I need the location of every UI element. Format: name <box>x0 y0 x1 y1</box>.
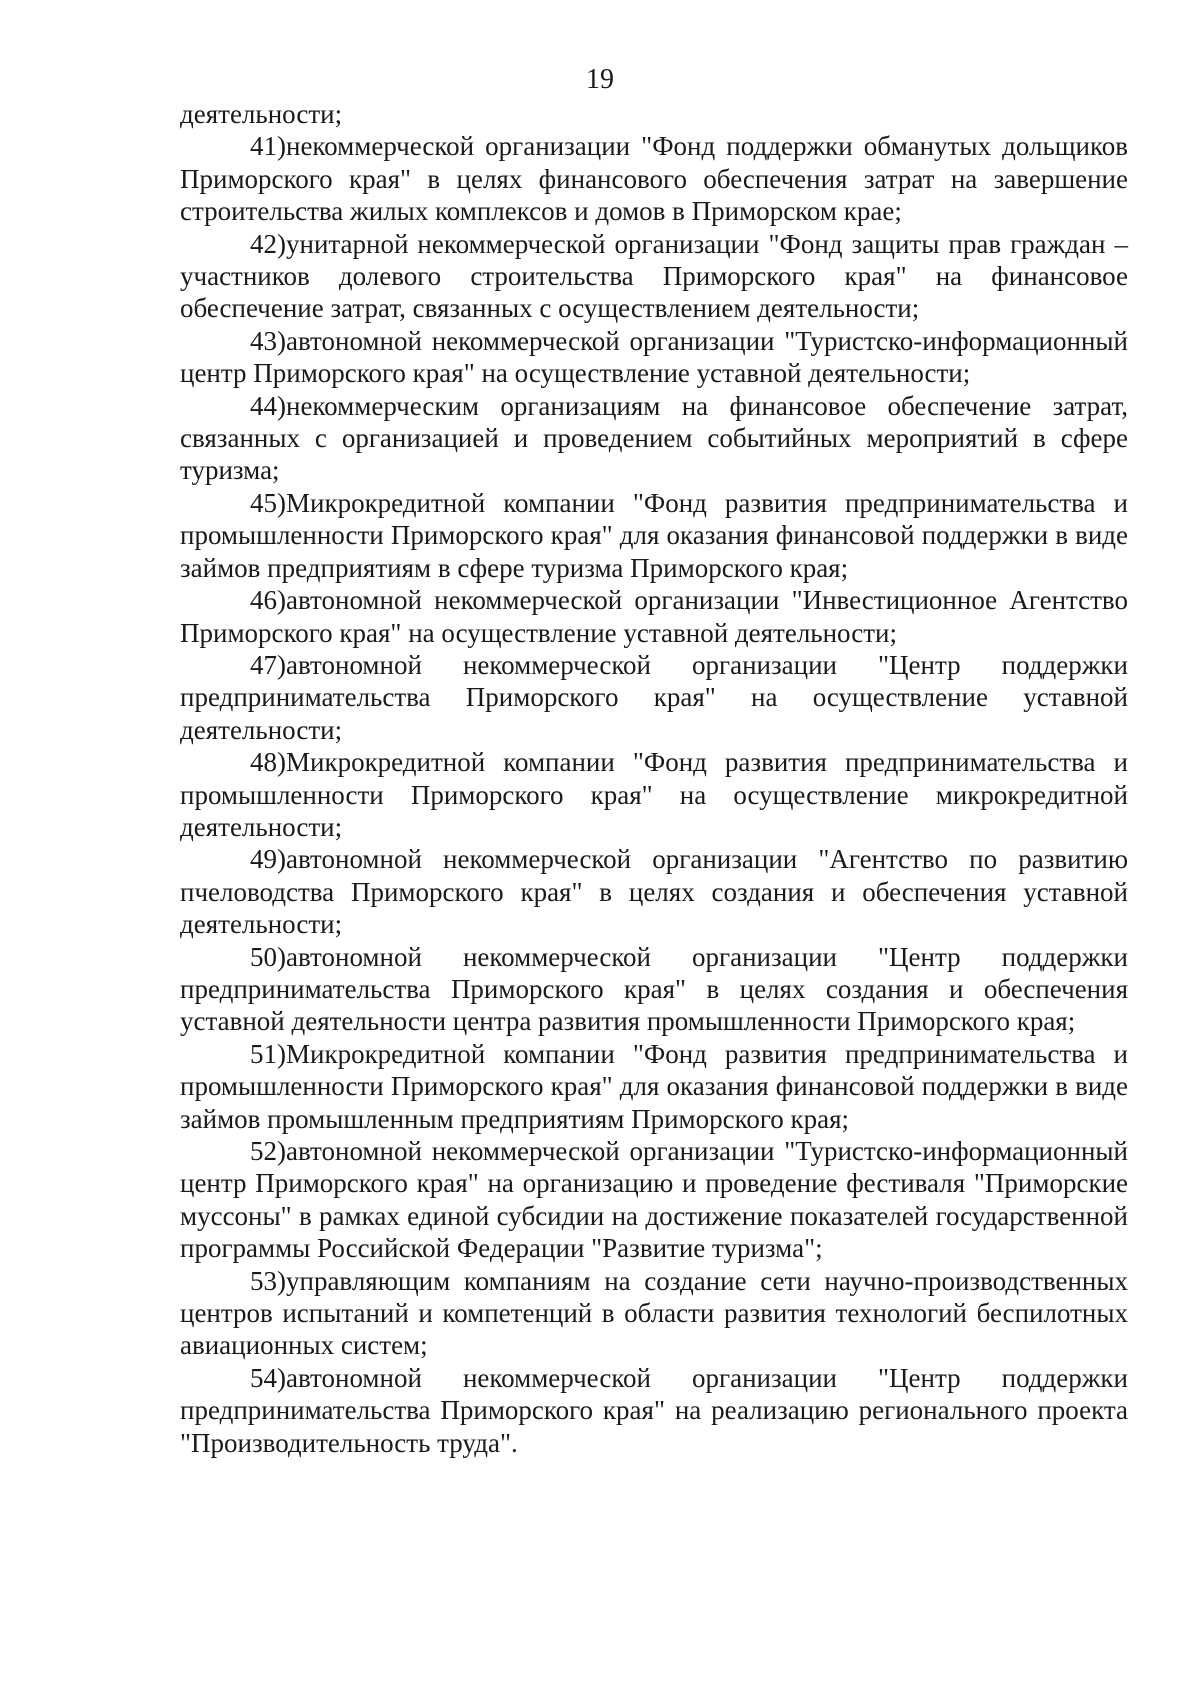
list-item-41: 41)некоммерческой организации "Фонд поддержки обманутых дольщиков Приморского края" в целях финансового обеспечения затрат на завершение строительства жилых комплексов и домов в Приморском крае; <box>180 131 1128 227</box>
list-item-48: 48)Микрокредитной компании "Фонд развития предпринимательства и промышленности Приморского края" на осуществление микрокредитной деятельности; <box>180 747 1128 842</box>
list-item-51: 51)Микрокредитной компании "Фонд развития предпринимательства и промышленности Приморского края" для оказания финансовой поддержки в виде займов промышленным предприятиям Приморского края; <box>180 1038 1128 1134</box>
list-item-45: 45)Микрокредитной компании "Фонд развития предпринимательства и промышленности Приморского края" для оказания финансовой поддержки в виде займов предприятиям в сфере туризма Приморского края; <box>180 487 1128 583</box>
page-number: 19 <box>586 64 614 95</box>
paragraph-continuation: деятельности; <box>180 99 343 129</box>
list-item-42: 42)унитарной некоммерческой организации "Фонд защиты прав граждан – участников долевого строительства Приморского края" на финансовое обеспечение затрат, связанных с осуществлением деятельности; <box>180 228 1128 324</box>
list-item-49: 49)автономной некоммерческой организации "Агентство по развитию пчеловодства Приморского края" в целях создания и обеспечения уставной деятельности; <box>180 844 1128 940</box>
list-item-43: 43)автономной некоммерческой организации "Туристско-информационный центр Приморского края" на осуществление уставной деятельности; <box>180 325 1128 389</box>
list-item-54: 54)автономной некоммерческой организации "Центр поддержки предпринимательства Приморского края" на реализацию регионального проекта "Производительность труда". <box>180 1362 1128 1458</box>
list-item-52: 52)автономной некоммерческой организации "Туристско-информационный центр Приморского края" на организацию и проведение фестиваля "Приморские муссоны" в рамках единой субсидии на достижение показателей государственной программы Российской Федерации "Развитие туризма"; <box>180 1136 1128 1264</box>
list-item-53: 53)управляющим компаниям на создание сети научно-производственных центров испытаний и компетенций в области развития технологий беспилотных авиационных систем; <box>180 1265 1128 1361</box>
list-item-46: 46)автономной некоммерческой организации "Инвестиционное Агентство Приморского края" на осуществление уставной деятельности; <box>180 585 1128 648</box>
list-item-47: 47)автономной некоммерческой организации "Центр поддержки предпринимательства Приморского края" на осуществление уставной деятельности; <box>180 649 1128 745</box>
list-item-44: 44)некоммерческим организациям на финансовое обеспечение затрат, связанных с организацией и проведением событийных мероприятий в сфере туризма; <box>180 390 1128 486</box>
document-body <box>180 98 1128 1459</box>
list-item-50: 50)автономной некоммерческой организации "Центр поддержки предпринимательства Приморского края" в целях создания и обеспечения уставной деятельности центра развития промышленности Приморского края; <box>180 941 1128 1037</box>
